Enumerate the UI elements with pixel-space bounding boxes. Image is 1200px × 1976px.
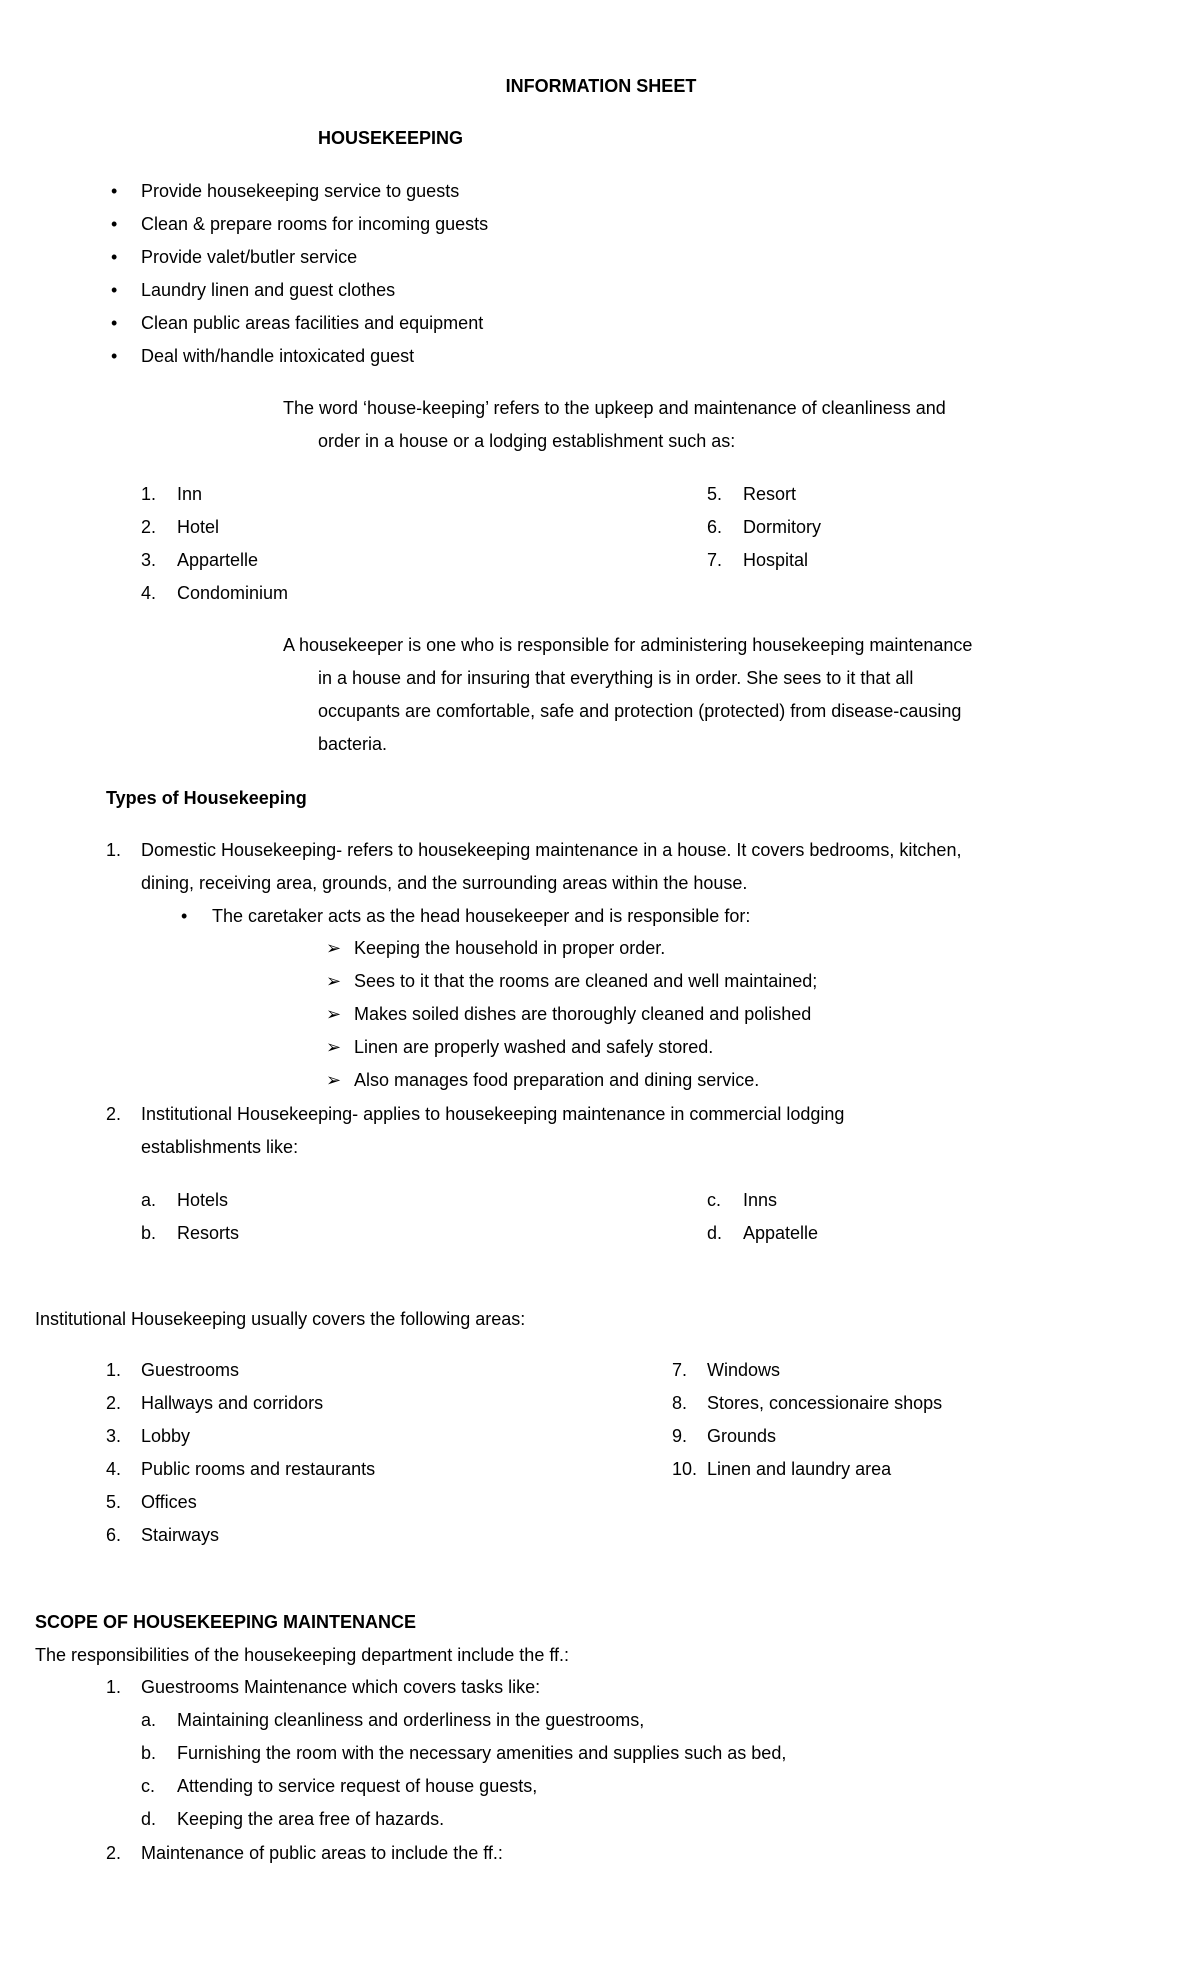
list-number: 1. [106,1677,122,1697]
list-number: 6. [707,517,723,537]
list-number: 2. [141,517,157,537]
document-title: INFORMATION SHEET [505,76,697,96]
list-number: 2. [106,1843,122,1863]
list-item: Hotel [177,517,220,537]
list-number: 5. [707,484,723,504]
bullet-icon: • [111,247,118,267]
paragraph-line: in a house and for insuring that everything is in order. She sees to it that all [318,668,914,688]
list-item: Provide valet/butler service [141,247,358,267]
list-number: 7. [707,550,723,570]
list-number: 9. [672,1426,688,1446]
list-item: Resorts [177,1223,240,1243]
list-item: Also manages food preparation and dining service. [354,1070,760,1090]
list-item: Clean & prepare rooms for incoming guests [141,214,489,234]
list-item: Public rooms and restaurants [141,1459,376,1479]
arrow-bullet-icon: ➢ [326,1004,342,1024]
scope-item: Maintenance of public areas to include the ff.: [141,1843,503,1863]
list-item: Stairways [141,1525,220,1545]
list-item: Hospital [743,550,809,570]
scope-intro: The responsibilities of the housekeeping department include the ff.: [35,1645,570,1665]
list-item: Resort [743,484,797,504]
paragraph-line: A housekeeper is one who is responsible for administering housekeeping maintenance [283,635,973,655]
list-item: Keeping the household in proper order. [354,938,666,958]
arrow-bullet-icon: ➢ [326,938,342,958]
list-number: 2. [106,1393,122,1413]
list-number: 1. [106,840,122,860]
list-item: Guestrooms [141,1360,240,1380]
list-item: Sees to it that the rooms are cleaned and well maintained; [354,971,818,991]
list-number: c. [707,1190,722,1210]
list-number: b. [141,1743,157,1763]
list-number: 4. [141,583,157,603]
list-number: 1. [141,484,157,504]
list-number: d. [707,1223,723,1243]
list-number: 5. [106,1492,122,1512]
list-item: Condominium [177,583,289,603]
scope-heading: SCOPE OF HOUSEKEEPING MAINTENANCE [35,1612,417,1632]
list-number: 7. [672,1360,688,1380]
list-item: Inn [177,484,203,504]
list-item: Offices [141,1492,197,1512]
list-number: 8. [672,1393,688,1413]
arrow-bullet-icon: ➢ [326,971,342,991]
list-number: 4. [106,1459,122,1479]
list-item: Appartelle [177,550,259,570]
list-item: Provide housekeeping service to guests [141,181,460,201]
list-number: 3. [106,1426,122,1446]
paragraph-line: bacteria. [318,734,388,754]
list-item: Deal with/handle intoxicated guest [141,346,415,366]
bullet-icon: • [181,906,188,926]
list-item: Laundry linen and guest clothes [141,280,396,300]
list-number: a. [141,1710,157,1730]
list-item: Windows [707,1360,781,1380]
list-item: Attending to service request of house guests, [177,1776,538,1796]
caretaker-text: The caretaker acts as the head housekeeper and is responsible for: [212,906,751,926]
list-number: a. [141,1190,157,1210]
intro-paragraph-line: The word ‘house-keeping’ refers to the upkeep and maintenance of cleanliness and [283,398,946,418]
bullet-icon: • [111,181,118,201]
list-item: Inns [743,1190,778,1210]
arrow-bullet-icon: ➢ [326,1070,342,1090]
types-heading: Types of Housekeeping [106,788,307,808]
list-item: Hotels [177,1190,229,1210]
list-item: Maintaining cleanliness and orderliness in the guestrooms, [177,1710,645,1730]
list-item: Keeping the area free of hazards. [177,1809,445,1829]
list-item: Lobby [141,1426,191,1446]
list-item: Clean public areas facilities and equipment [141,313,484,333]
bullet-icon: • [111,214,118,234]
institutional-text: Institutional Housekeeping- applies to housekeeping maintenance in commercial lodging [141,1104,845,1124]
section-heading: HOUSEKEEPING [318,128,464,148]
list-number: d. [141,1809,157,1829]
list-number: 3. [141,550,157,570]
list-number: c. [141,1776,156,1796]
list-number: 1. [106,1360,122,1380]
bullet-icon: • [111,280,118,300]
bullet-icon: • [111,313,118,333]
arrow-bullet-icon: ➢ [326,1037,342,1057]
list-item: Hallways and corridors [141,1393,324,1413]
paragraph-line: occupants are comfortable, safe and protection (protected) from disease-causing [318,701,962,721]
scope-item: Guestrooms Maintenance which covers tasks like: [141,1677,541,1697]
list-number: 2. [106,1104,122,1124]
list-item: Linen and laundry area [707,1459,892,1479]
areas-intro: Institutional Housekeeping usually covers the following areas: [35,1309,526,1329]
list-number: 6. [106,1525,122,1545]
list-item: Stores, concessionaire shops [707,1393,943,1413]
domestic-text: Domestic Housekeeping- refers to housekeeping maintenance in a house. It covers bedrooms, kitchen, [141,840,962,860]
list-item: Makes soiled dishes are thoroughly cleaned and polished [354,1004,812,1024]
list-item: Linen are properly washed and safely stored. [354,1037,714,1057]
list-item: Grounds [707,1426,777,1446]
domestic-text: dining, receiving area, grounds, and the surrounding areas within the house. [141,873,748,893]
list-number: b. [141,1223,157,1243]
list-item: Appatelle [743,1223,819,1243]
intro-paragraph-line: order in a house or a lodging establishment such as: [318,431,736,451]
list-item: Dormitory [743,517,822,537]
institutional-text: establishments like: [141,1137,299,1157]
list-number: 10. [672,1459,698,1479]
bullet-icon: • [111,346,118,366]
list-item: Furnishing the room with the necessary amenities and supplies such as bed, [177,1743,787,1763]
